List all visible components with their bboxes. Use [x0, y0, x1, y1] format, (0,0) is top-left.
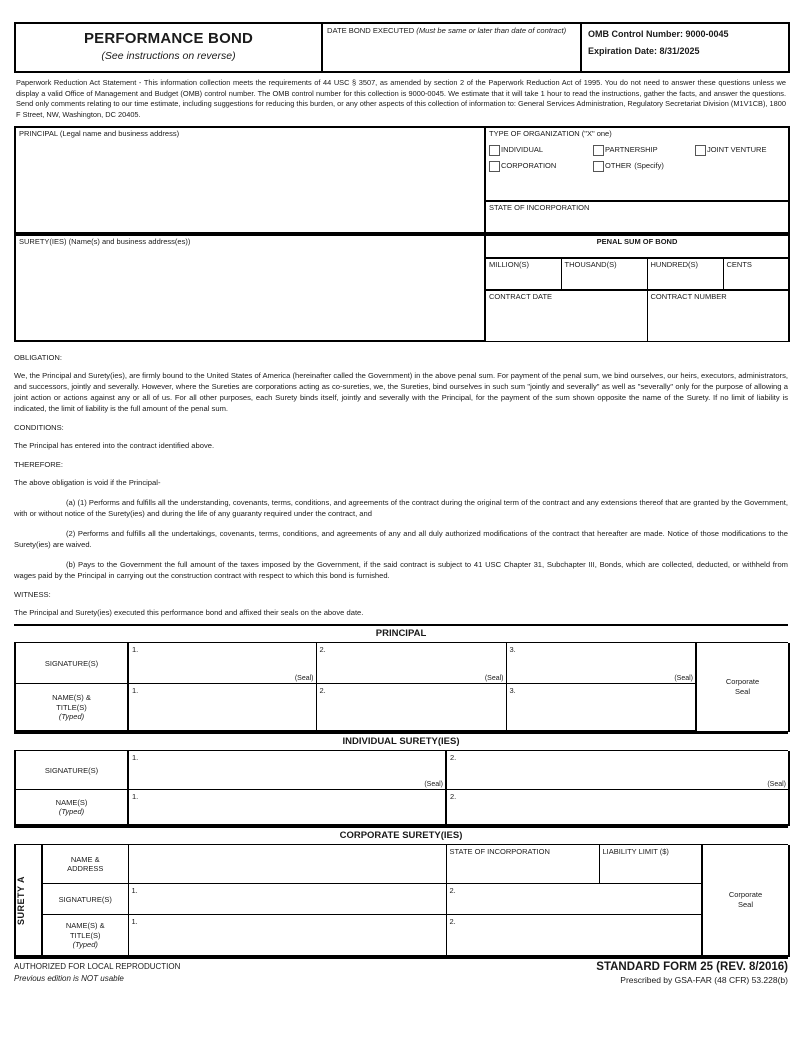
corporate-surety-signature-1-number: 1.: [131, 886, 138, 896]
principal-name-title-1[interactable]: [128, 684, 316, 732]
therefore-lead-text: The above obligation is void if the Principal-: [14, 478, 161, 488]
checkbox-box-icon[interactable]: [489, 161, 500, 172]
surety-label: SURETY(IES): [19, 237, 67, 247]
principal-signature-1-number: 1.: [132, 645, 139, 655]
penal-sum-thousands-label: THOUSAND(S): [564, 259, 617, 269]
contract-number-field[interactable]: [647, 290, 789, 342]
therefore-clause-a1: (a) (1) Performs and fulfills all the understanding, covenants, terms, conditions, and agreements of the contract during the original term of the contract and any extensions thereof that are granted by the Government, with or without notice of the Surety(ies) and during the life of any guaranty required under the contract, and: [14, 498, 788, 519]
corporate-surety-name-title-line3: (Typed): [72, 940, 98, 950]
penal-sum-cents-label: CENTS: [726, 259, 752, 269]
form-page: [0, 22, 802, 1046]
date-bond-executed-hint: (Must be same or later than date of contract): [416, 26, 567, 35]
page-subtitle: (See instructions on reverse): [101, 50, 236, 63]
checkbox-joint-venture-label: JOINT VENTURE: [707, 145, 767, 154]
principal-name-title-line3: (Typed): [58, 712, 85, 722]
individual-surety-signature-row-label: SIGNATURE(S): [15, 751, 128, 790]
penal-sum-heading: PENAL SUM OF BOND: [485, 235, 789, 258]
form-footer: [14, 957, 788, 985]
principal-name-title-3-number: 3.: [509, 686, 516, 696]
corporate-surety-name-address-input[interactable]: [128, 845, 446, 884]
principal-signature-2-seal: (Seal): [484, 675, 504, 683]
organization-options-row-1: [489, 145, 785, 156]
surety-penal-sum-block: [14, 234, 790, 342]
footer-auth-line2: Previous edition is NOT usable: [14, 973, 124, 983]
conditions-label: CONDITIONS:: [14, 423, 64, 433]
penal-sum-thousands-field[interactable]: [561, 258, 647, 290]
checkbox-corporation[interactable]: [489, 161, 593, 172]
corporate-surety-signature-2[interactable]: [446, 884, 702, 915]
checkbox-partnership[interactable]: [593, 145, 695, 156]
individual-surety-signature-2[interactable]: [446, 751, 789, 790]
principal-name-title-3[interactable]: [506, 684, 696, 732]
individual-surety-section-band: INDIVIDUAL SURETY(IES): [14, 732, 788, 751]
obligation-label: OBLIGATION:: [14, 353, 62, 363]
corporate-surety-state-of-incorporation-field[interactable]: [446, 845, 599, 884]
principal-signature-3[interactable]: [506, 643, 696, 684]
checkbox-individual[interactable]: [489, 145, 593, 156]
corporate-surety-corporate-seal-line2: Seal: [737, 900, 753, 910]
footer-form-info: [596, 961, 788, 985]
individual-surety-signature-1-number: 1.: [132, 753, 139, 763]
corporate-surety-name-title-line2: TITLE(S): [70, 930, 101, 940]
individual-surety-signature-2-seal: (Seal): [767, 781, 786, 789]
principal-name-title-line2: TITLE(S): [56, 702, 87, 712]
individual-surety-signature-1-seal: (Seal): [424, 781, 443, 789]
penal-sum-hundreds-label: HUNDRED(S): [650, 259, 698, 269]
principal-name-title-row-label: [15, 684, 128, 732]
individual-surety-signature-2-number: 2.: [450, 753, 457, 763]
principal-signature-1-seal: (Seal): [294, 675, 314, 683]
type-of-organization-label: TYPE OF ORGANIZATION: [489, 129, 580, 139]
individual-surety-name-2[interactable]: [446, 790, 789, 826]
corporate-surety-signature-row-label: SIGNATURE(S): [42, 884, 128, 915]
type-of-organization-heading: [489, 130, 785, 139]
principal-name-title-2[interactable]: [316, 684, 506, 732]
checkbox-joint-venture[interactable]: [695, 145, 766, 156]
footer-authorization: [14, 961, 180, 983]
penal-sum-millions-label: MILLION(S): [489, 259, 530, 269]
obligation-text: We, the Principal and Surety(ies), are firmly bound to the United States of America (hereinafter called the Government) in the above penal sum. For payment of the penal sum, we bind ourselves, our heirs, executors, administrators, and successors, jointly and severally. However, where the Sureties are corporations acting as co-sureties, we, the Sureties, bind ourselves in such sum "jointly and severally" as well as "severally" only for the purpose of allowing a joint action or actions against any or all of us. For all other purposes, each Surety binds itself, jointly and severally with the Principal, for the payment of the sum shown opposite the name of the Surety. If no limit of liability is indicated, the limit of liability is the full amount of the penal sum.: [14, 371, 788, 414]
corporate-surety-name-address-label: [42, 845, 128, 884]
principal-hint: (Legal name and business address): [59, 129, 180, 139]
paperwork-reduction-act-statement: Paperwork Reduction Act Statement - This information collection meets the requirements of 44 USC § 3507, as amended by section 2 of the Paperwork Reduction Act of 1995. You do not need to answer these questions unless we display a valid Office of Management and Budget (OMB) control number. The OMB control number for this collection is 9000-0045. We estimate that it will take 1 hour to read the instructions, gather the facts, and answer the questions. Send only comments relating to our time estimate, including suggestions for reducing this burden, or any other aspects of this collection of information to: General Services Administration, Regulatory Secretariat Division (M1V1CB), 1800 F Street, NW, Washington, DC 20405.: [16, 78, 786, 119]
principal-organization-block: [14, 126, 790, 234]
principal-signature-row-label: SIGNATURE(S): [15, 643, 128, 684]
corporate-surety-name-title-2-number: 2.: [449, 917, 456, 927]
corporate-surety-name-title-2[interactable]: [446, 915, 702, 957]
surety-a-tag-cell: [15, 845, 42, 956]
principal-signature-table: [14, 643, 790, 732]
checkbox-box-icon[interactable]: [489, 145, 500, 156]
principal-corporate-seal-line2: Seal: [734, 687, 750, 697]
surety-input-area[interactable]: [15, 235, 485, 341]
principal-input-area[interactable]: [15, 127, 485, 233]
corporate-surety-liability-limit-field[interactable]: [599, 845, 702, 884]
contract-number-label: CONTRACT NUMBER: [650, 291, 727, 301]
principal-name-title-2-number: 2.: [319, 686, 326, 696]
checkbox-individual-label: INDIVIDUAL: [501, 145, 544, 154]
principal-corporate-seal-line1: Corporate: [725, 677, 760, 686]
principal-label: PRINCIPAL: [19, 129, 58, 139]
page-title: PERFORMANCE BOND: [83, 30, 254, 47]
footer-prescribed-by: Prescribed by GSA-FAR (48 CFR) 53.228(b): [620, 975, 788, 986]
principal-signature-1[interactable]: [128, 643, 316, 684]
corporate-surety-section-band: CORPORATE SURETY(IES): [14, 826, 788, 845]
penal-sum-hundreds-field[interactable]: [647, 258, 723, 290]
principal-signature-3-number: 3.: [509, 645, 516, 655]
omb-expiration-date: Expiration Date: 8/31/2025: [588, 46, 700, 57]
individual-surety-name-line1: NAME(S): [55, 798, 88, 807]
corporate-surety-name-address-line1: NAME &: [70, 855, 100, 864]
omb-info-cell: [581, 23, 789, 72]
principal-corporate-seal: [696, 643, 789, 731]
organization-options-row-2: [489, 161, 785, 172]
date-bond-executed-label: DATE BOND EXECUTED: [327, 26, 415, 35]
corporate-surety-name-address-line2: ADDRESS: [67, 864, 104, 874]
state-of-incorporation-label: STATE OF INCORPORATION: [489, 203, 590, 213]
principal-signature-2-number: 2.: [319, 645, 326, 655]
individual-surety-table: [14, 751, 790, 826]
penal-sum-cents-field[interactable]: [723, 258, 789, 290]
checkbox-box-icon[interactable]: [593, 161, 604, 172]
checkbox-box-icon[interactable]: [695, 145, 706, 156]
penal-sum-millions-field[interactable]: [485, 258, 561, 290]
therefore-clause-a2: (2) Performs and fulfills all the undertakings, covenants, terms, conditions, and agreements of any and all duly authorized modifications of the contract that hereafter are made. Notice of those modifications to the Surety(ies) are waived.: [14, 529, 788, 550]
footer-auth-line1: AUTHORIZED FOR LOCAL REPRODUCTION: [14, 962, 181, 972]
individual-surety-name-1[interactable]: [128, 790, 446, 826]
type-of-organization-hint: ("X" one): [581, 129, 612, 139]
corporate-surety-state-of-incorporation-label: STATE OF INCORPORATION: [449, 847, 550, 857]
contract-date-field[interactable]: [485, 290, 647, 342]
form-title-cell: [15, 23, 322, 72]
individual-surety-signature-1[interactable]: [128, 751, 446, 790]
surety-a-tag: SURETY A: [16, 875, 26, 925]
form-header: [14, 22, 790, 73]
corporate-surety-corporate-seal-line1: Corporate: [728, 890, 763, 900]
state-of-incorporation-field[interactable]: [485, 201, 789, 233]
corporate-surety-table: [14, 845, 790, 957]
principal-name-title-line1: NAME(S) &: [52, 693, 91, 703]
corporate-surety-corporate-seal: [702, 845, 789, 956]
witness-text: The Principal and Surety(ies) executed this performance bond and affixed their seals on the above date.: [14, 608, 364, 618]
individual-surety-name-1-number: 1.: [132, 792, 139, 802]
contract-date-label: CONTRACT DATE: [489, 291, 553, 301]
checkbox-other-label: OTHER: [605, 161, 632, 170]
corporate-surety-name-title-1-number: 1.: [131, 917, 138, 927]
surety-hint: (Name(s) and business address(es)): [68, 237, 191, 247]
checkbox-box-icon[interactable]: [593, 145, 604, 156]
checkbox-other-hint: (Specify): [634, 161, 664, 170]
principal-section-band: PRINCIPAL: [14, 624, 788, 643]
footer-form-number: STANDARD FORM 25 (REV. 8/2016): [596, 961, 788, 974]
date-bond-executed-field[interactable]: [322, 23, 581, 72]
principal-name-title-1-number: 1.: [132, 686, 139, 696]
principal-signature-3-seal: (Seal): [674, 675, 693, 683]
corporate-surety-name-title-line1: NAME(S) &: [65, 921, 105, 931]
conditions-text: The Principal has entered into the contract identified above.: [14, 441, 215, 451]
corporate-surety-name-title-row-label: [42, 915, 128, 957]
corporate-surety-signature-1[interactable]: [128, 884, 446, 915]
omb-control-number: OMB Control Number: 9000-0045: [588, 29, 729, 39]
type-of-organization-cell: [485, 127, 789, 201]
therefore-clause-b: (b) Pays to the Government the full amount of the taxes imposed by the Government, if the said contract is subject to 41 USC Chapter 31, Subchapter III, Bonds, which are collected, deducted, or withheld from wages paid by the Principal in carrying out the construction contract with respect to which this bond is furnished.: [14, 560, 788, 581]
corporate-surety-liability-limit-label: LIABILITY LIMIT ($): [602, 847, 669, 857]
therefore-label: THEREFORE:: [14, 460, 63, 470]
corporate-surety-signature-2-number: 2.: [449, 886, 456, 896]
checkbox-corporation-label: CORPORATION: [501, 161, 557, 170]
individual-surety-name-row-label: [15, 790, 128, 826]
checkbox-partnership-label: PARTNERSHIP: [605, 145, 658, 154]
individual-surety-name-2-number: 2.: [450, 792, 457, 802]
witness-label: WITNESS:: [14, 590, 51, 600]
corporate-surety-name-title-1[interactable]: [128, 915, 446, 957]
individual-surety-name-line2: (Typed): [58, 807, 85, 817]
principal-signature-2[interactable]: [316, 643, 506, 684]
checkbox-other[interactable]: [593, 161, 664, 172]
